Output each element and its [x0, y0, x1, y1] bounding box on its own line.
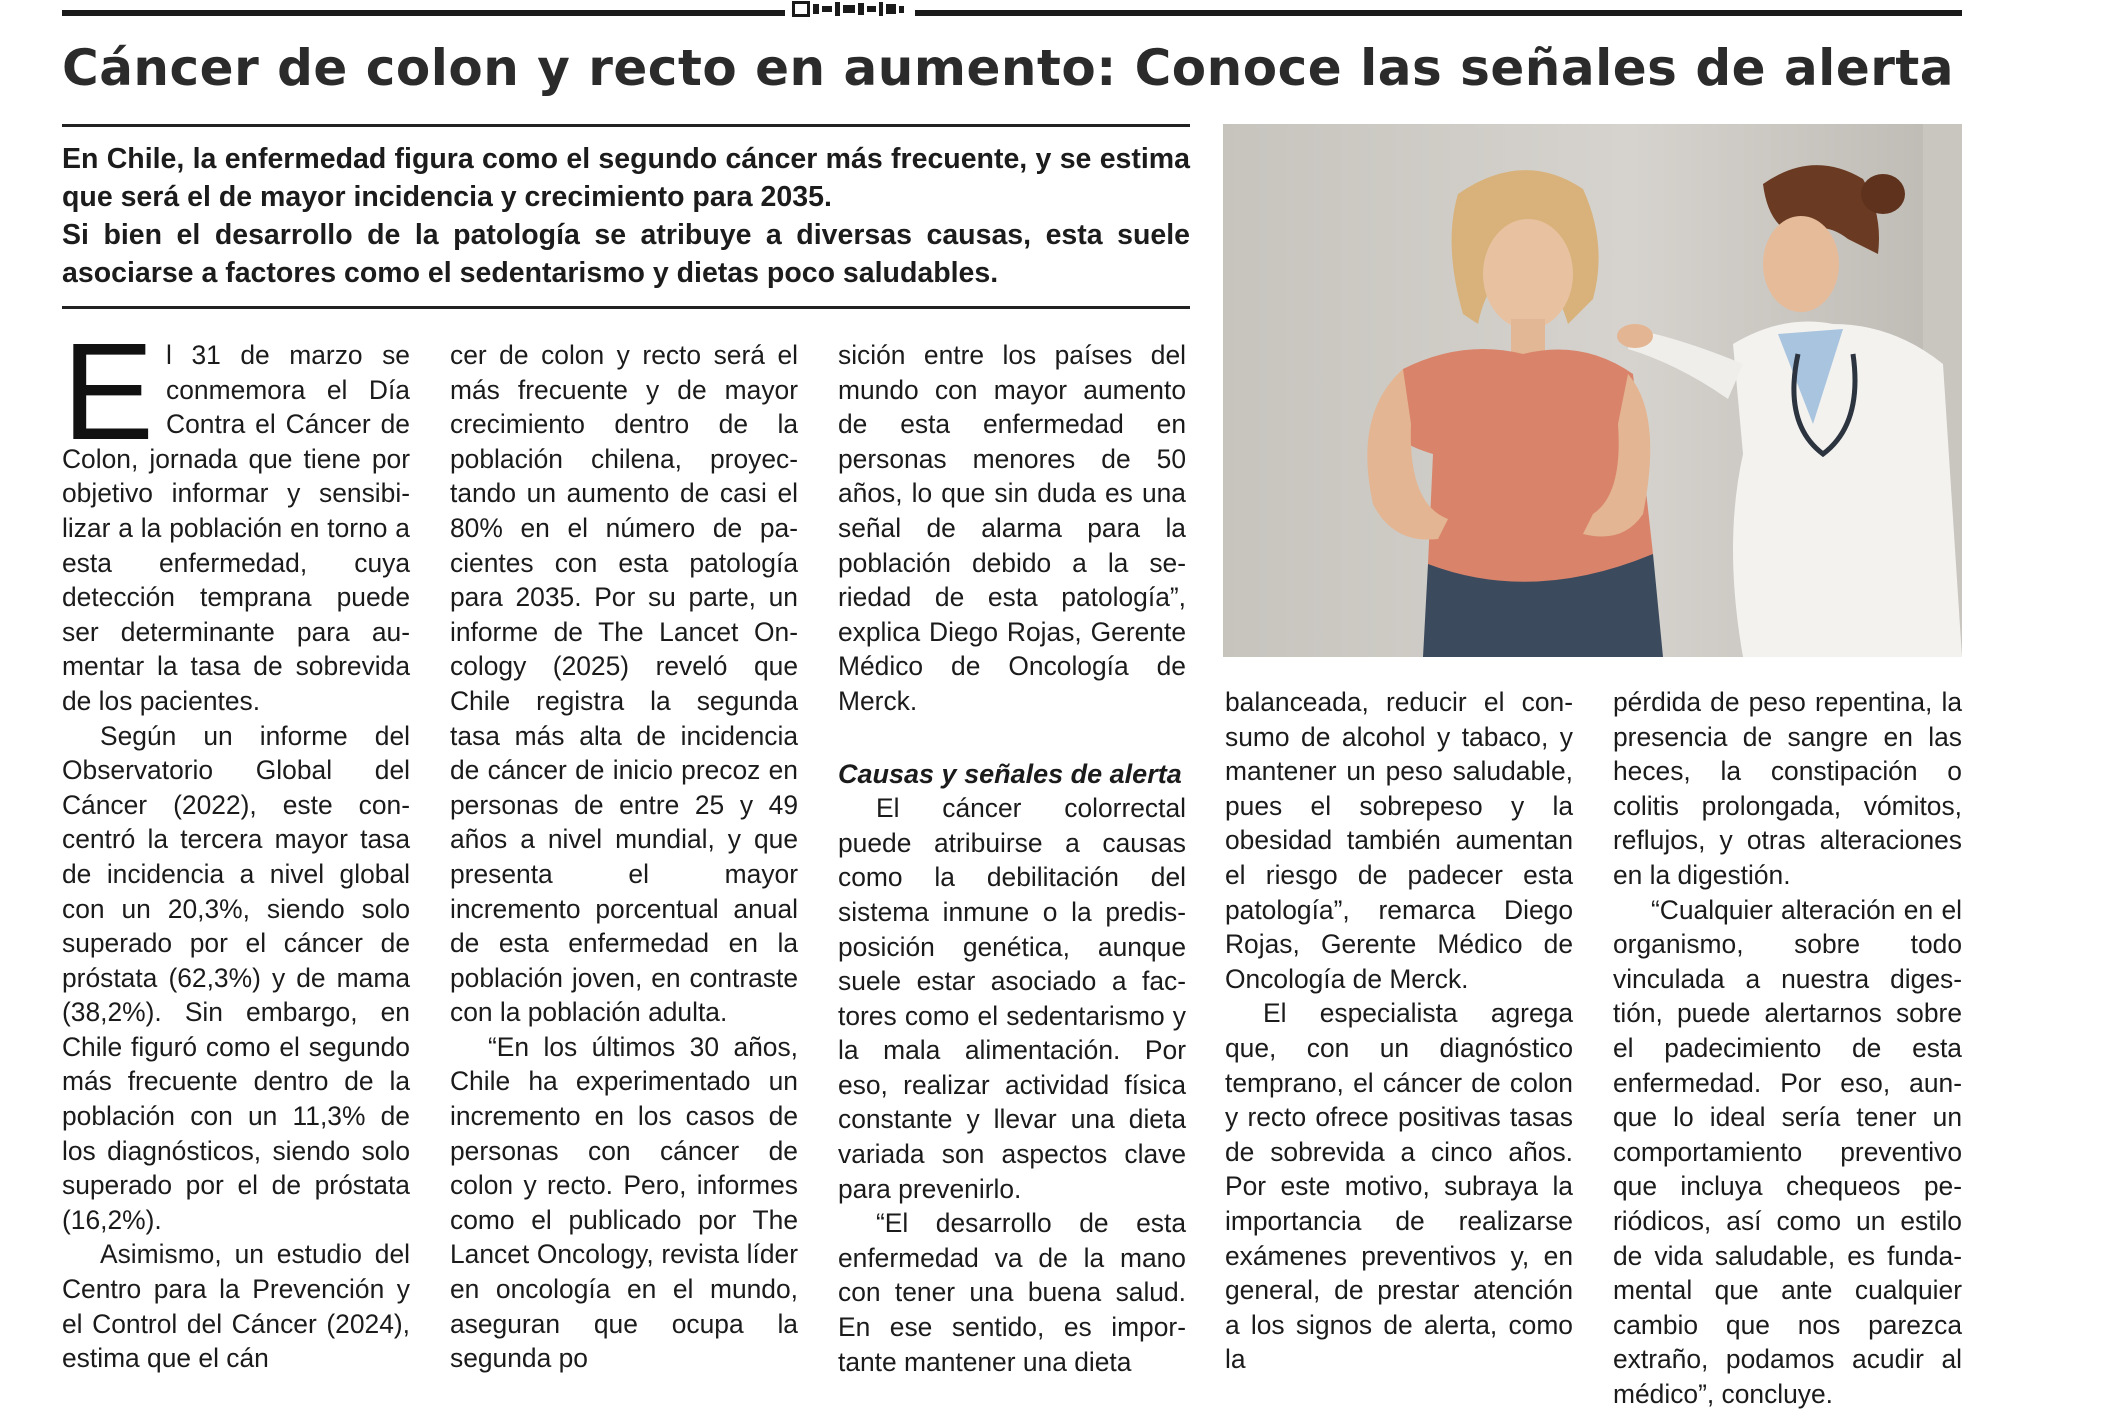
- lead-sentence: En Chile, la enfermedad figura como el segundo cáncer más frecuente, y se estima que será el de mayor incidencia y crecimiento para 2035.: [62, 143, 1190, 213]
- article-column-5: [1613, 685, 1962, 1411]
- top-rule: [62, 10, 785, 16]
- article-column-4: [1225, 685, 1573, 1377]
- body-paragraph: “En los últimos 30 años, Chile ha experimentado un incremento en los casos de personas con cáncer de colon y recto. Pero, informes como el publicado por The Lancet Oncology, revista líder en oncología en el mundo, aseguran que ocupa la segunda po: [450, 1031, 798, 1374]
- body-paragraph: balanceada, reducir el consumo de alcohol y tabaco, y mantener un peso saludable, pues el sobrepeso y la obesidad también aumentan el riesgo de padecer esta patología”, remarca Diego Rojas, Gerente Médico de Oncología de Merck.: [1225, 687, 1573, 994]
- article-column-3: [838, 338, 1186, 1379]
- body-paragraph: El cáncer colorrectal puede atribuirse a causas como la debilitación del sistema inmune o la predisposición genética, aunque suele estar asociado a factores como el sedentarismo y la mala alimentación. Por eso, realizar actividad física constante y llevar una dieta variada son aspectos clave para prevenirlo.: [838, 793, 1186, 1204]
- drop-cap: E: [62, 315, 155, 469]
- body-paragraph: “El desarrollo de esta enfermedad va de la mano con tener una buena salud. En ese sentido, es importante mantener una dieta: [838, 1208, 1186, 1377]
- article-column-1: [62, 315, 410, 1376]
- photo-illustration: [1223, 124, 1962, 657]
- lead-paragraph: [62, 140, 1190, 292]
- body-paragraph: sición entre los países del mundo con mayor aumento de esta enfermedad en personas menores de 50 años, lo que sin duda es una señal de alarma para la población debido a la seriedad de esta patología”, explica Diego Rojas, Gerente Médico de Oncología de Merck.: [838, 340, 1186, 716]
- body-paragraph: Asimismo, un estudio del Centro para la Prevención y el Control del Cáncer (2024), estima que el cán: [62, 1239, 410, 1374]
- headline: Cáncer de colon y recto en aumento: Conoce las señales de alerta: [62, 39, 1955, 97]
- body-paragraph: cer de colon y recto será el más frecuente y de mayor crecimiento dentro de la población chilena, proyectando un aumento de casi el 80% en el número de pacientes con esta patología para 2035. Por su parte, un informe de The Lancet Oncology (2025) reveló que Chile registra la segunda tasa más alta de incidencia de cáncer de inicio precoz en personas de entre 25 y 49 años a nivel mundial, y que presenta el mayor incremento porcentual anual de esta enfermedad en la población joven, en contraste con la población adulta.: [450, 340, 798, 1028]
- qr-code-icon: [792, 0, 908, 18]
- article-photo: [1223, 124, 1962, 657]
- subheading: Causas y señales de alerta: [838, 758, 1182, 789]
- top-rule: [915, 10, 1962, 16]
- body-paragraph: El especialista agrega que, con un diagnóstico temprano, el cáncer de colon y recto ofrece positivas tasas de sobrevida a cinco años. Por este motivo, subraya la importancia de realizarse exámenes preventivos y, en general, de prestar atención a los signos de alerta, como la: [1225, 998, 1573, 1375]
- body-paragraph: Según un informe del Observatorio Global del Cáncer (2022), este concentró la tercera mayor tasa de incidencia a nivel global con un 20,3%, siendo solo superado por el cáncer de próstata (62,3%) y de mama (38,2%). Sin embargo, en Chile figuró como el segundo más frecuente dentro de la población con un 11,3% de los diagnósticos, siendo solo superado por el de próstata (16,2%).: [62, 720, 410, 1235]
- lead-sentence: Si bien el desarrollo de la patología se atribuye a diversas causas, esta suele asociarse a factores como el sedentarismo y dietas poco saludables.: [62, 219, 1190, 289]
- body-paragraph: l 31 de marzo se conmemora el Día Contra el Cáncer de Colon, jornada que tiene por objetivo informar y sensibilizar a la población en torno a esta enfermedad, cuya detección temprana puede ser determinante para aumentar la tasa de sobrevida de los pacientes.: [62, 340, 410, 716]
- lead-bottom-rule: [62, 306, 1190, 309]
- lead-top-rule: [62, 124, 1190, 127]
- body-paragraph: “Cualquier alteración en el organismo, sobre todo vinculada a nuestra digestión, puede alertarnos sobre el padecimiento de esta enfermedad. Por eso, aunque lo ideal sería tener un comportamiento preventivo que incluya chequeos periódicos, así como un estilo de vida saludable, es fundamental que ante cualquier cambio que nos parezca extraño, podamos acudir al médico”, concluye.: [1613, 894, 1962, 1409]
- article-column-2: [450, 338, 798, 1376]
- body-paragraph: pérdida de peso repentina, la presencia de sangre en las heces, la constipación o colitis prolongada, vómitos, reflujos, y otras alteraciones en la digestión.: [1613, 687, 1962, 890]
